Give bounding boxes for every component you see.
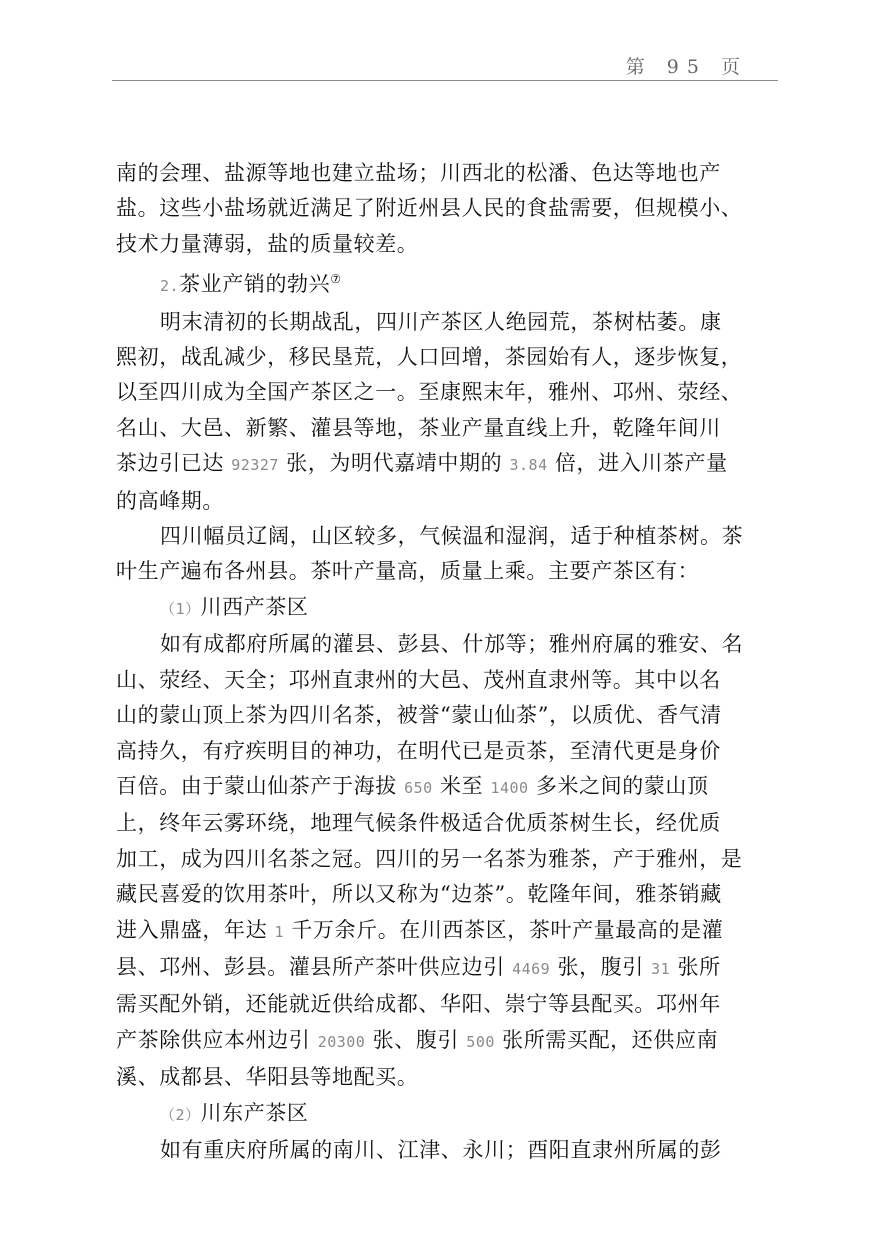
page-number: 第 95 页 — [625, 56, 748, 78]
text-run: 茶边引已达 — [116, 451, 232, 476]
text-run: 加工，成为四川名茶之冠。四川的另一名茶为雅茶，产于雅州，是 — [116, 846, 743, 871]
text-run: 进入鼎盛，年达 — [116, 917, 275, 942]
text-line — [116, 554, 776, 589]
text-line — [116, 877, 776, 912]
text-run: 藏民喜爱的饮用茶叶，所以又称为“边茶”。乾隆年间，雅茶销藏 — [116, 882, 722, 907]
number: 650 — [404, 778, 433, 797]
text-run: 川东产茶区 — [200, 1100, 309, 1125]
text-run: 山、荥经、天全；邛州直隶州的大邑、茂州直隶州等。其中以名 — [116, 667, 721, 692]
number: 31 — [651, 959, 671, 978]
text-run: 张，为明代嘉靖中期的 — [278, 451, 510, 476]
text-line — [116, 842, 776, 877]
text-run: 县、邛州、彭县。灌县所产茶叶供应边引 — [116, 954, 513, 979]
text-line — [116, 1096, 776, 1133]
text-run: 如有成都府所属的灌县、彭县、什邡等；雅州府属的雅安、名 — [160, 632, 744, 657]
text-line — [116, 156, 776, 191]
text-line — [116, 446, 776, 483]
text-run: 熙初，战乱减少，移民垦荒，人口回增，茶园始有人，逐步恢复， — [116, 345, 743, 370]
text-run: 明末清初的长期战乱，四川产茶区人绝园荒，茶树枯萎。康 — [160, 309, 722, 334]
text-line — [116, 590, 776, 627]
text-line — [116, 1023, 776, 1060]
number: 1 — [274, 922, 285, 941]
text-line — [116, 519, 776, 554]
text-run: 叶生产遍布各州县。茶叶产量高，质量上乘。主要产茶区有： — [116, 559, 700, 584]
text-line — [116, 698, 776, 733]
text-run: 产茶除供应本州边引 — [116, 1027, 318, 1052]
text-run: 高持久，有疗疾明目的神功，在明代已是贡茶，至清代更是身价 — [116, 738, 721, 763]
text-line — [116, 262, 776, 304]
text-run: 川西产茶区 — [200, 594, 309, 619]
text-run: 张，腹引 — [550, 954, 652, 979]
text-line — [116, 340, 776, 375]
text-run: 张所需买配，还供应南 — [494, 1027, 719, 1052]
text-line — [116, 950, 776, 987]
number: 4469 — [512, 959, 551, 978]
text-line — [116, 227, 776, 262]
text-line — [116, 913, 776, 950]
text-run: 千万余斤。在川西茶区，茶叶产量最高的是灌 — [284, 917, 724, 942]
number: 1400 — [490, 778, 529, 797]
text-run: 张、腹引 — [365, 1027, 467, 1052]
text-line — [116, 734, 776, 769]
text-run: 百倍。由于蒙山仙茶产于海拔 — [116, 773, 405, 798]
text-run: 倍，进入川茶产量 — [547, 451, 728, 476]
number: 92327 — [231, 456, 279, 475]
text-line — [116, 305, 776, 340]
text-run: 山的蒙山顶上茶为四川名茶，被誉“蒙山仙茶”，以质优、香气清 — [116, 703, 722, 728]
text-line — [116, 987, 776, 1022]
text-run: 如有重庆府所属的南川、江津、永川；酉阳直隶州所属的彭 — [160, 1137, 722, 1162]
text-run: 的高峰期。 — [116, 488, 224, 513]
text-run: 以至四川成为全国产茶区之一。至康熙末年，雅州、邛州、荥经、 — [116, 380, 743, 405]
text-line — [116, 627, 776, 662]
text-run: 技术力量薄弱，盐的质量较差。 — [116, 231, 419, 256]
footnote-marker: ⑦ — [330, 272, 342, 287]
text-run: 四川幅员辽阔，山区较多，气候温和湿润，适于种植茶树。茶 — [160, 524, 744, 549]
text-line — [116, 375, 776, 410]
text-run: 名山、大邑、新繁、灌县等地，茶业产量直线上升，乾隆年间川 — [116, 415, 721, 440]
text-run: 张所 — [670, 954, 721, 979]
page-header — [112, 40, 778, 81]
number: 3.84 — [509, 456, 548, 475]
text-run: 茶业产销的勃兴 — [179, 272, 331, 297]
text-run: 南的会理、盐源等地也建立盐场；川西北的松潘、色达等地也产 — [116, 161, 721, 185]
number: 2. — [160, 277, 180, 296]
text-run: 需买配外销，还能就近供给成都、华阳、崇宁等县配买。邛州年 — [116, 992, 721, 1017]
text-line — [116, 663, 776, 698]
text-line — [116, 1060, 776, 1095]
number: （1） — [160, 599, 201, 618]
text-line — [116, 806, 776, 841]
text-line — [116, 1133, 776, 1168]
text-line — [116, 191, 776, 226]
text-line — [116, 769, 776, 806]
text-run: 多米之间的蒙山顶 — [528, 773, 709, 798]
text-line — [116, 484, 776, 519]
number: （2） — [160, 1105, 201, 1124]
text-line — [116, 411, 776, 446]
number: 20300 — [317, 1032, 366, 1051]
text-run: 盐。这些小盐场就近满足了附近州县人民的食盐需要，但规模小、 — [116, 196, 743, 221]
text-run: 上，终年云雾环绕，地理气候条件极适合优质茶树生长，经优质 — [116, 811, 721, 836]
number: 500 — [466, 1032, 495, 1051]
text-run: 溪、成都县、华阳县等地配买。 — [116, 1065, 419, 1090]
text-run: 米至 — [432, 773, 491, 798]
body-text — [116, 156, 776, 1168]
